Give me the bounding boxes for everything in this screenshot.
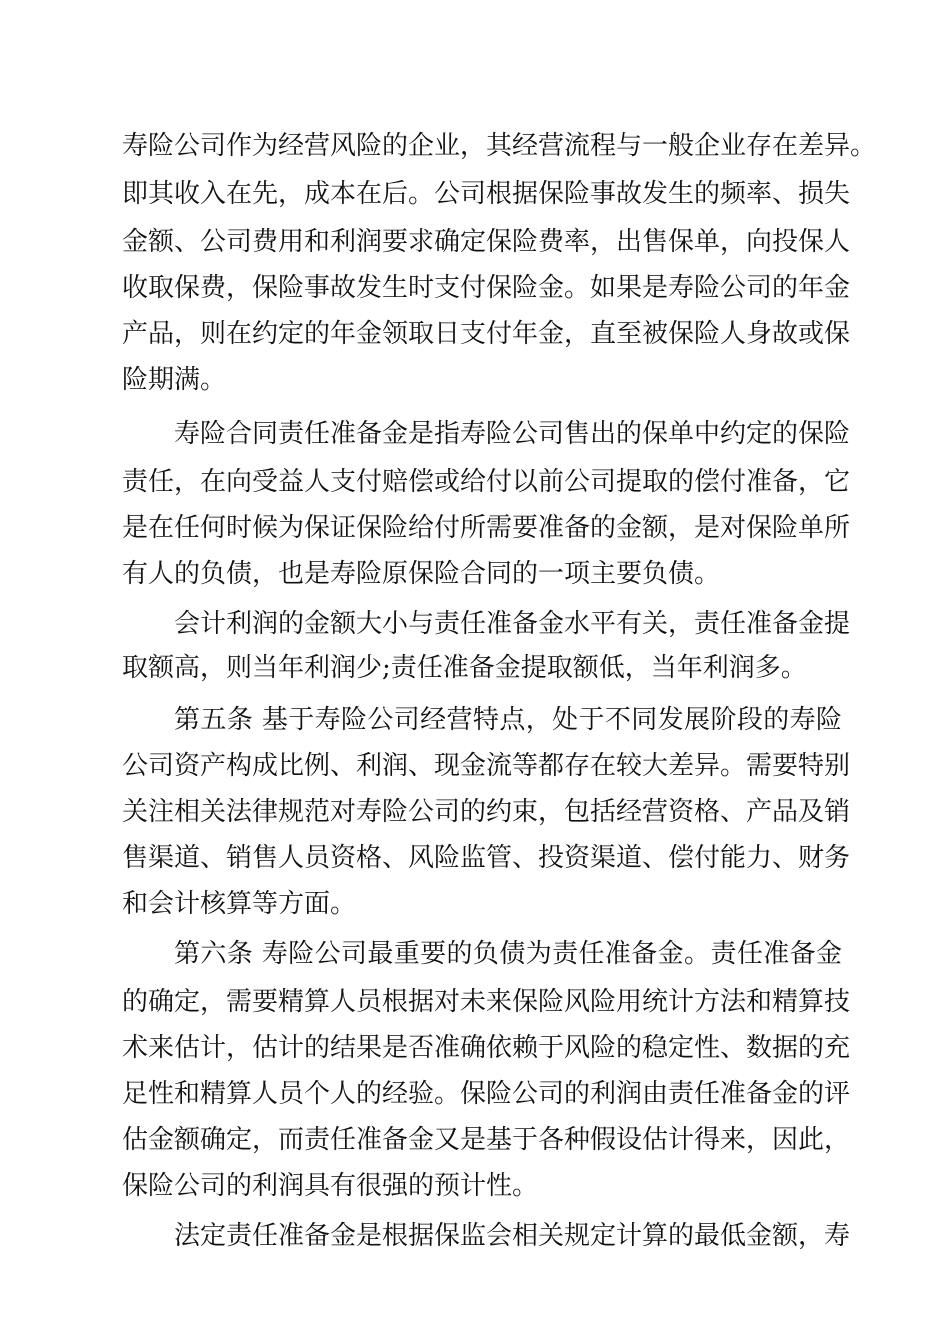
text-line: 寿险公司作为经营风险的企业，其经营流程与一般企业存在差异。 — [122, 131, 877, 161]
text-line: 取额高，则当年利润少;责任准备金提取额低，当年利润多。 — [122, 653, 807, 683]
text-line: 产品，则在约定的年金领取日支付年金，直至被保险人身故或保 — [122, 319, 851, 349]
text-line: 的确定，需要精算人员根据对未来保险风险用统计方法和精算技 — [122, 987, 851, 1017]
text-line: 第六条 寿险公司最重要的负债为责任准备金。责任准备金 — [174, 939, 842, 969]
text-line: 保险公司的利润具有很强的预计性。 — [122, 1171, 539, 1201]
text-line: 估金额确定，而责任准备金又是基于各种假设估计得来，因此， — [122, 1125, 851, 1155]
text-line: 足性和精算人员个人的经验。保险公司的利润由责任准备金的评 — [122, 1079, 851, 1109]
text-line: 售渠道、销售人员资格、风险监管、投资渠道、偿付能力、财务 — [122, 843, 851, 873]
text-line: 关注相关法律规范对寿险公司的约束，包括经营资格、产品及销 — [122, 797, 851, 827]
text-line: 金额、公司费用和利润要求确定保险费率，出售保单，向投保人 — [122, 227, 851, 257]
text-line: 会计利润的金额大小与责任准备金水平有关，责任准备金提 — [174, 609, 851, 639]
text-line: 险期满。 — [122, 365, 227, 395]
text-line: 公司资产构成比例、利润、现金流等都存在较大差异。需要特别 — [122, 751, 851, 781]
text-line: 法定责任准备金是根据保监会相关规定计算的最低金额，寿 — [174, 1221, 851, 1251]
text-line: 有人的负债，也是寿险原保险合同的一项主要负债。 — [122, 559, 721, 589]
text-line: 寿险合同责任准备金是指寿险公司售出的保单中约定的保险 — [174, 419, 851, 449]
text-line: 术来估计，估计的结果是否准确依赖于风险的稳定性、数据的充 — [122, 1033, 851, 1063]
text-line: 第五条 基于寿险公司经营特点，处于不同发展阶段的寿险 — [174, 705, 842, 735]
text-line: 是在任何时候为保证保险给付所需要准备的金额，是对保险单所 — [122, 513, 851, 543]
text-line: 责任，在向受益人支付赔偿或给付以前公司提取的偿付准备，它 — [122, 467, 851, 497]
text-line: 收取保费，保险事故发生时支付保险金。如果是寿险公司的年金 — [122, 273, 851, 303]
text-line: 和会计核算等方面。 — [122, 889, 357, 919]
text-line: 即其收入在先，成本在后。公司根据保险事故发生的频率、损失 — [122, 179, 851, 209]
